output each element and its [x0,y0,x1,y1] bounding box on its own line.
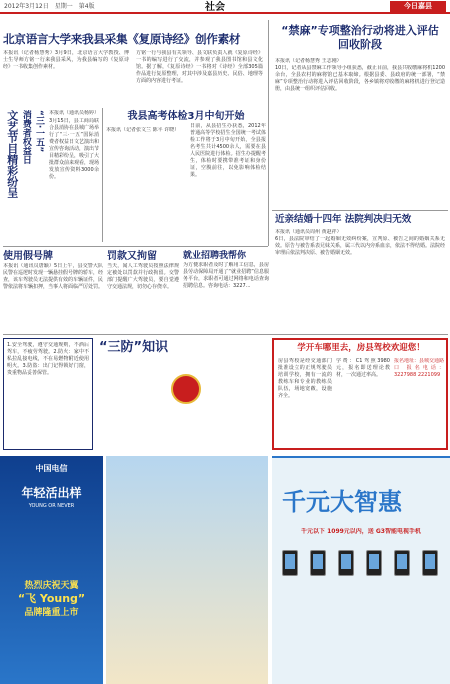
three-anti-headline: “三防”知识 [99,340,169,355]
rights-byline: 本报讯（通讯员杨婷） [49,110,99,116]
badge-icon [171,374,201,404]
three-anti-body: 1.安全驾驶，遵守交通规则，不酒后驾车，不疲劳驾驶。2.防火：家中不私拉乱接电线，不在易燃物附近使用明火。3.防盗：出门记得锁好门窗，贵重物品妥善保管。 [7,342,89,376]
rights-story [3,108,99,242]
exam-body: 日前，从县招生办获悉，2012年普通高等学校招生全国统一考试体检工作将于3月中旬开始，全县报名考生共计4500余人，需要在县人民医院进行体检。招生办提醒考生，体检时要携带准考证和身份证，空腹前往，以免影响体检结果。 [190,123,266,178]
driving-ad [272,338,448,450]
telecom-promo: 热烈庆祝天翼 [24,580,79,591]
fine-body: 当天，闻人工驾驶员按照法律规定被处以罚款并行政拘留。交警部门提醒广大驾驶员，要自觉遵守交通法规，切勿心存侥幸。 [107,263,179,290]
phone-icon [282,550,298,576]
exam-byline: 本报讯（记者张文兰 陈平 许晓） [106,127,180,133]
phone-icon [338,550,354,576]
three-anti-sidebar [3,338,93,450]
telecom-slogan: 年轻活出样 [21,485,82,500]
rights-title-1: “三·一五” [34,110,44,153]
lead-headline: 北京语言大学来我县采集《复原诗经》创作素材 [3,32,241,46]
exam-story [106,110,266,242]
lead-body: 方铭一行与我县有关领导、县文联负责人就《复原诗经》一书的编写进行了交流，并参观了我县图书馆和县文化馆。据了解，《复原诗经》一书将对《诗经》全部305篇作品进行复原整理，对其中涉及嘉县历史、民俗、地理等方面的内容进行考证。 [136,50,263,84]
ban-headline: “禁麻”专项整治行动将进入评估回收阶段 [281,24,439,51]
hiring-story [183,250,269,328]
stage-photo [106,456,268,684]
hiring-headline: 就业招聘我帮你 [183,251,247,261]
paper-logo: 今日嘉县 [390,1,446,12]
lead-story [3,32,263,106]
exam-headline: 我县高考体检3月中旬开始 [127,111,245,122]
telecom-young: “飞 Young” [17,591,86,605]
rights-title-2: 消费者权益日 [20,110,31,164]
g3-ad [272,456,450,684]
fakeplate-story [3,250,103,328]
g3-headline: 千元大智惠 [282,488,402,516]
three-anti-story [3,338,268,450]
driving-ad-headline: 学开车哪里去，房县驾校欢迎您！ [297,343,425,353]
page-header [0,0,450,14]
telecom-slogan-en: YOUNG OR NEVER [28,502,75,509]
marriage-body: 6日，县法院审结了一起婚姻无效纠纷案，宣判原、被告之间的婚姻关系无效。原告与被告系表兄妹关系，属三代以内旁系血亲，依法不得结婚。法院经审理后依法判决原、被告婚姻无效。 [275,236,446,256]
ban-story [272,20,448,170]
telecom-launch: 品牌隆重上市 [24,607,79,618]
phone-icon [366,550,382,576]
rights-title-3: 文艺节目精彩纷呈 [5,110,19,198]
g3-sub: 千元以下 1099元以内，送 G3智能电视手机 [301,528,421,535]
hiring-body: 为方便求职者及时了解用工信息，县房县劳动保障局开通了“就业招聘”信息服务平台，求职者可通过网络和电话查询招聘信息。咨询电话：3227... [183,262,269,289]
fine-headline: 罚款又拘留 [107,251,157,262]
phone-icon [394,550,410,576]
marriage-headline: 近亲结婚十四年 法院判决归无效 [275,214,412,225]
marriage-byline: 本报讯（通讯员周州 黄赵祥） [275,229,342,235]
driving-ad-left: 房县驾校是经交通部门批准设立的正规驾驶员培训学校，拥有一流的教练车和专业的教练员队伍，场地宽敞，设施齐全。 [278,358,332,399]
ban-byline: 本报讯（记者杨慧秀 王志刚） [275,58,342,64]
fakeplate-headline: 使用假号牌 [3,251,53,262]
driving-ad-right: 报名地址：县城交通路口 报名电话：3227988 2221099 [394,358,444,378]
driving-ad-mid: 学费：C1驾照3980元，报名即送理论教材，一次通过率高。 [336,358,390,378]
phone-icon [310,550,326,576]
fine-story [107,250,179,328]
issue-date: 2012年3月12日 星期一 第4版 [4,3,95,10]
marriage-story [272,214,448,314]
phone-icon [422,550,438,576]
rights-body: 3月15日，县工商局联合县消协在县城广场举行了“三·一五”国际消费者权益日文艺演出和宣传咨询活动，演出节目精彩纷呈，吸引了大批群众前来观看，现场发放宣传资料3000余份。 [49,118,99,180]
section-title: 社会 [205,2,225,13]
fakeplate-body: 本报讯（通讯员唐颖）5日上午，县交警大队民警在巡逻时发现一辆悬挂假号牌的轿车，经查，该车驾驶员无法提供有效的车辆证件，民警依法将车辆扣押，当事人将面临严厉处罚。 [3,263,103,290]
lead-byline: 本报讯（记者杨慧秀）3月9日，北京语言大学教授、博士生导师方铭一行来我县采风，为我县编写的《复原诗经》一书收集创作素材。 [3,50,129,70]
telecom-ad [0,456,103,684]
rights-title-block [3,110,45,238]
ban-body: 10日，记者从县禁麻工作领导小组获悉，截止目前，我县共收缴麻将机1200余台，全县农村的麻将馆已基本取缔。根据县委、县政府的统一部署，“禁麻”专项整治行动将进入评估回收阶段，各乡镇将对收缴的麻将机进行登记造册，由县统一组织评估回收。 [275,65,445,92]
telecom-brand: 中国电信 [35,464,68,473]
